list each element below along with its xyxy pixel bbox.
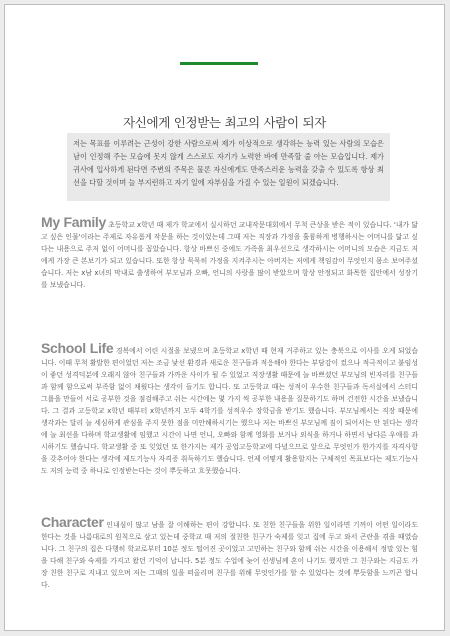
section-heading: Character (41, 516, 104, 530)
section-my-family (41, 216, 418, 315)
section-character (41, 516, 418, 626)
section-heading: School Life (41, 342, 114, 356)
section-body: 경복에서 어린 시절을 보냈으며 초등학교 x학년 때 현재 거주하고 있는 충북으로 이사를 오게 되었습니다. 이때 무척 활발한 편이었던 저는 조금 낯선 환경과 새로운 친구들과 적응해야 한다는 부담감이 컸으나 적극적이고 붙임성이 좋던 성격덕분에 오래지 않아 친구들과 가까운 사이가 될 수 있었고 직장생활 때문에 늘 바쁘셨던 부모님의 빈자리를 친구들과 함께 함으로써 부족함 없이 채웠다는 생각이 들기도 합니다. 또 고등학교 때는 성적이 우수한 친구들과 독서실에서 스터디 그룹을 만들어 서로 공부한 것을 점검해주고 쉬는 시간에는 몇 가지 씩 공부한 내용을 질문하기도 하며 건전한 시간을 보냈습니다. 그 결과 고등학교 x학년 때부터 x학년까지 모두 4학기를 성적우수 장학금을 받기도 했습니다. 부모님께서는 직장 때문에 생각과는 달리 늘 세심하게 관심을 주지 못한 점을 미안해하시기는 했으나 저는 바쁘신 부모님께 짐이 되어서는 안 된다는 생각에 늘 최선을 다하며 학교생활에 임했고 시간이 나면 언니, 오빠와 함께 영화를 보거나 외식을 하거나 하면서 남다른 우애를 과시하기도 했습니다. 학교생활 중 또 잊었던 또 한가지는 제가 공업고등학교에 다녔으므로 앞으로 무엇인가 한가지를 자격사항을 갖추어야 한다는 생각에 제도기능사 자격증 취득하기도 했습니다. 언제 어떻게 활용할지는 구체적인 목표보다는 제도기능사도 저의 능력 중 하나로 인정받는다는 것이 뿌듯하고 흐뭇했습니다. (41, 347, 418, 476)
top-accent-rule (180, 62, 258, 65)
document-title: 자신에게 인정받는 최고의 사람이 되자 (122, 115, 327, 130)
section-body: 초등학교 x학년 때 제가 학교에서 실시하던 교내작문대회에서 무척 큰상을 받은 적이 있습니다. '내가 닮고 싶은 인물'이라는 주제로 자유롭게 작문을 하는 것이었는데 그때 저는 직장과 가정을 훌륭하게 병행하시는 어머니를 닮고 싶다는 내용으로 주저 없이 어머니를 꼽았습니다. 항상 바쁘신 중에도 가족을 최우선으로 생각하시는 어머니의 모습은 지금도 저에게 가장 큰 본보기가 되고 있습니다. 또한 항상 묵묵히 가정을 지켜주시는 아버지는 저에게 책임감이 무엇인지 몸소 보여주셨습니다. 저는 x남 x녀의 막내로 출생하여 부모님과 오빠, 언니의 사랑을 많이 받았으며 항상 안정되고 화목한 집안에서 성장기를 보냈습니다. (41, 221, 418, 290)
section-heading: My Family (41, 216, 107, 230)
section-body: 인내심이 많고 남을 잘 이해하는 편이 강합니다. 또 친한 친구들을 위한 일이라면 기꺼이 어떤 일이라도 한다는 것을 나름대로의 원칙으로 삼고 있는데 중학교 때 저의 절친한 친구가 숙제를 잊고 집에 두고 와서 곤란을 겪을 때였습니다. 그 친구의 집은 다행히 학교로부터 10분 정도 떨어진 곳이었고 고민하는 친구와 함께 쉬는 시간을 이용해서 정말 있는 힘을 다해 친구와 숙제를 가지고 왔던 기억이 납니다. 5분 정도 수업에 늦어 선생님께 혼이 나기도 했지만 그 친구와는 지금도 가장 친한 친구로 지내고 있으며 저는 그때의 일을 떠올리며 친구를 위해 무엇인가를 할 수 있었다는 것에 뿌듯함을 느끼곤 합니다. (41, 521, 418, 590)
document-page (4, 4, 445, 631)
section-school-life (41, 342, 418, 502)
intro-summary-box: 저는 목표를 이루려는 근성이 강한 사람으로써 제가 이상적으로 생각하는 능력 있는 사람의 모습은 남이 인정해 주는 모습에 못지 않게 스스로도 자기가 노력한 바에 만족할 줄 아는 모습입니다. 제가 귀사에 입사하게 된다면 주변의 주목은 물론 자신에게도 만족스러운 능력을 갖출 수 있도록 항상 최선을 다할 것이며 늘 부지런하고 자기 일에 자부심을 가질 수 있는 일원이 되겠습니다. (67, 133, 390, 201)
